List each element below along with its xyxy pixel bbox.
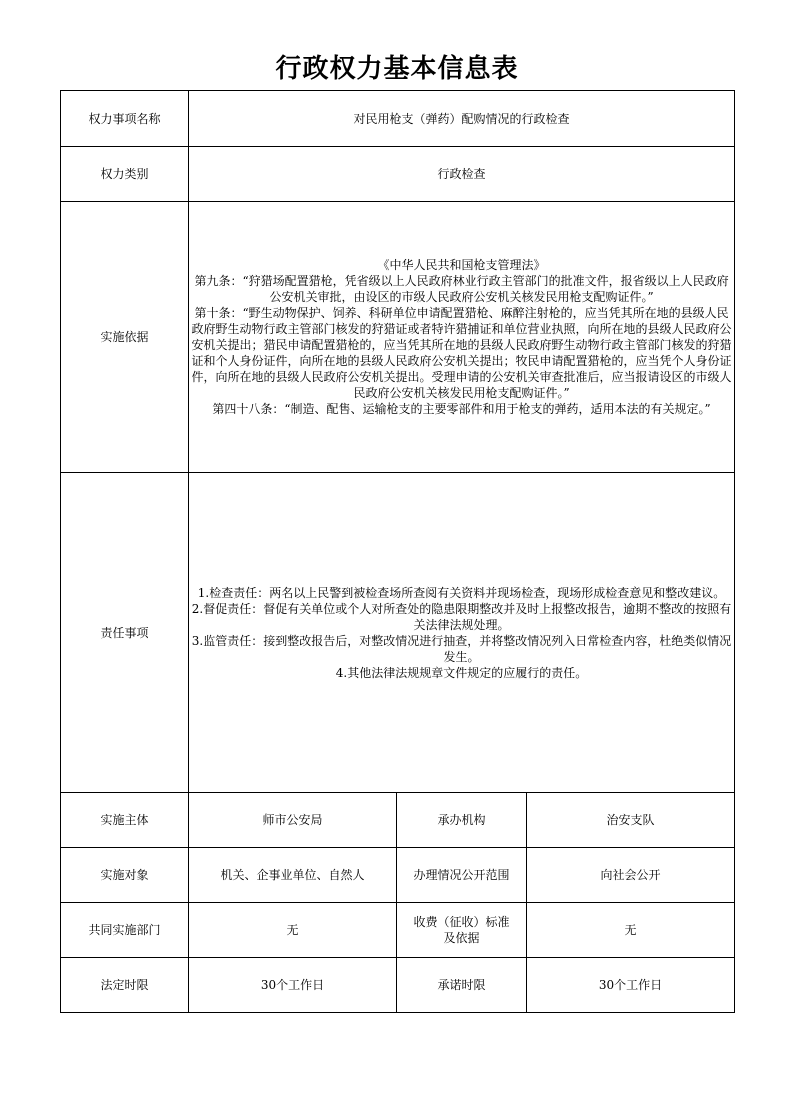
promised-time-limit-value: 30个工作日: [527, 958, 735, 1013]
handling-agency-label: 承办机构: [397, 793, 527, 848]
responsibility-item-4: 4.其他法律法规规章文件规定的应履行的责任。: [335, 665, 588, 680]
responsibility-content: [189, 473, 735, 793]
basis-content: [189, 202, 735, 473]
power-type-value: 行政检查: [189, 147, 735, 202]
responsibility-item-1: 1.检查责任：两名以上民警到被检查场所查阅有关资料并现场检查，现场形成检查意见和整改建议。: [197, 585, 726, 600]
handling-agency-value: 治安支队: [527, 793, 735, 848]
row-power-name: [61, 91, 735, 147]
responsibility-item-2: 2.督促责任：督促有关单位或个人对所查处的隐患限期整改并及时上报整改报告，逾期不整改的按照有关法律法规处理。: [191, 601, 732, 632]
subject-value: 师市公安局: [189, 793, 397, 848]
power-name-value: 对民用枪支（弹药）配购情况的行政检查: [189, 91, 735, 147]
row-power-type: [61, 147, 735, 202]
responsibility-item-3: 3.监管责任：接到整改报告后，对整改情况进行抽查，并将整改情况列入日常检查内容，杜绝类似情况发生。: [191, 633, 732, 664]
fee-standard-value: 无: [527, 903, 735, 958]
row-time-limit: [61, 958, 735, 1013]
fee-standard-label: 收费（征收）标准及依据: [397, 903, 527, 958]
basis-article-10: 第十条：“野生动物保护、饲养、科研单位申请配置猎枪、麻醉注射枪的，应当凭其所在地的县级人民政府野生动物行政主管部门核发的狩猎证或者特许猎捕证和单位营业执照，向所在地的县级人民政府公安机关提出；猎民申请配置猎枪的，应当凭其所在地的县级人民政府野生动物行政主管部门核发的狩猎证和个人身份证件，向所在地的县级人民政府公安机关提出；牧民申请配置猎枪的，应当凭个人身份证件，向所在地的县级人民政府公安机关提出。受理申请的公安机关审查批准后，应当报请设区的市级人民政府公安机关核发民用枪支配购证件。”: [191, 306, 732, 400]
legal-time-limit-value: 30个工作日: [189, 958, 397, 1013]
disclosure-scope-value: 向社会公开: [527, 848, 735, 903]
basis-article-48: 第四十八条：“制造、配售、运输枪支的主要零部件和用于枪支的弹药，适用本法的有关规定。”: [212, 402, 711, 416]
basis-law-title: 《中华人民共和国枪支管理法》: [377, 258, 546, 272]
responsibility-label: 责任事项: [61, 473, 189, 793]
promised-time-limit-label: 承诺时限: [397, 958, 527, 1013]
joint-department-value: 无: [189, 903, 397, 958]
page-title: 行政权力基本信息表: [275, 54, 519, 84]
basis-article-9: 第九条：“狩猎场配置猎枪，凭省级以上人民政府林业行政主管部门的批准文件，报省级以上人民政府公安机关审批，由设区的市级人民政府公安机关核发民用枪支配购证件。”: [194, 274, 729, 304]
row-joint: [61, 903, 735, 958]
disclosure-scope-label: 办理情况公开范围: [397, 848, 527, 903]
info-table: [60, 90, 735, 1013]
subject-label: 实施主体: [61, 793, 189, 848]
power-type-label: 权力类别: [61, 147, 189, 202]
row-subject: [61, 793, 735, 848]
joint-department-label: 共同实施部门: [61, 903, 189, 958]
row-basis: [61, 202, 735, 473]
power-name-label: 权力事项名称: [61, 91, 189, 147]
basis-label: 实施依据: [61, 202, 189, 473]
legal-time-limit-label: 法定时限: [61, 958, 189, 1013]
row-responsibility: [61, 473, 735, 793]
object-label: 实施对象: [61, 848, 189, 903]
row-object: [61, 848, 735, 903]
object-value: 机关、企事业单位、自然人: [189, 848, 397, 903]
